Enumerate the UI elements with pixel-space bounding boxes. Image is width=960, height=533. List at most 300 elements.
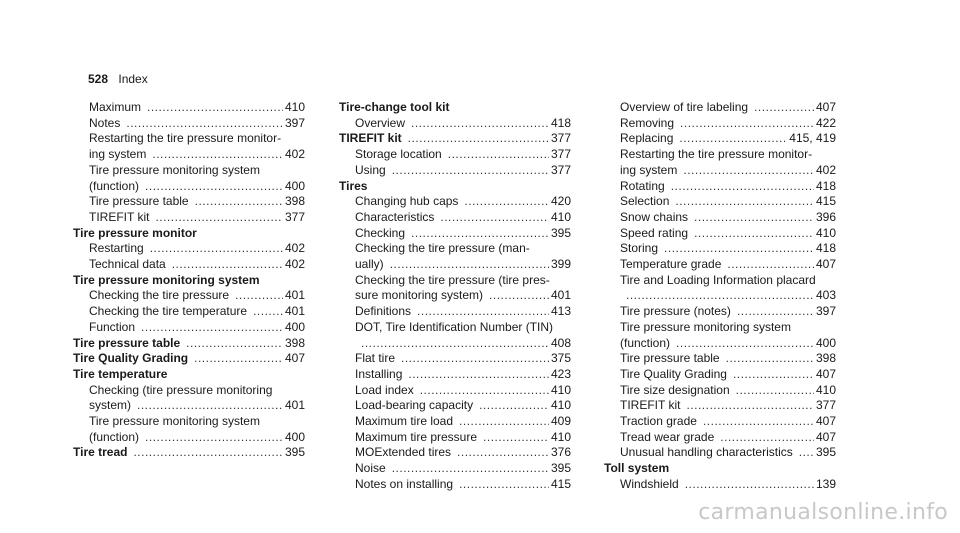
entry-text: Traction grade <box>620 414 697 429</box>
entry-text: Tire pressure (notes) <box>620 304 731 319</box>
entry-line: Tires <box>339 178 368 193</box>
page-reference: 407 <box>815 366 836 381</box>
page-reference: 401 <box>284 288 305 303</box>
entry-text: Characteristics <box>355 209 435 224</box>
entry-text: Tire Quality Grading <box>620 366 727 381</box>
entry-line <box>89 100 305 116</box>
index-subentry <box>73 210 305 226</box>
page-reference: 410 <box>550 382 571 397</box>
entry-line <box>89 179 305 195</box>
entry-line <box>89 398 305 414</box>
page-reference: 376 <box>550 445 571 460</box>
entry-text: Speed rating <box>620 225 689 240</box>
entry-line <box>620 257 836 273</box>
dot-leader <box>799 445 814 461</box>
dot-leader <box>253 304 283 320</box>
index-heading <box>339 131 571 147</box>
index-heading <box>339 100 571 116</box>
entry-line: Checking the tire pressure (tire pres- <box>355 272 550 287</box>
index-heading <box>73 351 305 367</box>
page-number: 528 <box>88 72 109 86</box>
page-reference: 403 <box>815 288 836 303</box>
index-subentry <box>73 414 305 445</box>
index-subentry <box>339 226 571 242</box>
entry-line <box>355 304 571 320</box>
index-subentry <box>604 477 836 493</box>
entry-line <box>355 351 571 367</box>
entry-text: Technical data <box>89 257 166 272</box>
index-heading <box>73 367 305 383</box>
page-reference: 410 <box>284 100 305 114</box>
dot-leader <box>147 100 283 116</box>
entry-line <box>620 210 836 226</box>
dot-leader <box>754 100 814 116</box>
watermark: carmanualsonline.info <box>698 500 948 525</box>
entry-text: Tire pressure table <box>73 335 181 350</box>
dot-leader <box>726 351 814 367</box>
entry-text: TIREFIT kit <box>89 209 150 224</box>
index-subentry <box>604 351 836 367</box>
entry-line <box>355 477 571 493</box>
dot-leader <box>440 210 549 226</box>
dot-leader <box>152 147 283 163</box>
entry-line <box>620 131 836 147</box>
index-heading <box>73 445 305 461</box>
entry-line <box>355 194 571 210</box>
entry-text: Notes on installing <box>355 476 454 491</box>
index-subentry <box>604 320 836 351</box>
entry-line <box>355 398 571 414</box>
page-reference: 401 <box>284 304 305 319</box>
entry-line <box>89 116 305 132</box>
dot-leader <box>361 336 549 352</box>
index-subentry <box>73 100 305 116</box>
entry-line <box>620 383 836 399</box>
entry-text: (function) <box>89 429 140 444</box>
entry-line <box>620 194 836 210</box>
index-subentry <box>339 477 571 493</box>
page-reference: 410 <box>550 209 571 224</box>
entry-line <box>620 414 836 430</box>
entry-line: Tire temperature <box>73 366 168 381</box>
entry-text: Temperature grade <box>620 257 722 272</box>
page-reference: 395 <box>815 445 836 460</box>
dot-leader <box>150 241 283 257</box>
dot-leader <box>408 367 549 383</box>
page-reference: 410 <box>550 429 571 444</box>
index-heading <box>73 336 305 352</box>
entry-line <box>73 351 305 367</box>
page-reference: 397 <box>284 115 305 130</box>
dot-leader <box>464 194 549 210</box>
dot-leader <box>126 116 283 132</box>
page-reference: 402 <box>284 257 305 272</box>
index-subentry <box>339 304 571 320</box>
page-header <box>88 72 148 86</box>
entry-text: Load index <box>355 382 414 397</box>
entry-text: Maximum tire load <box>355 414 454 429</box>
index-subentry <box>339 116 571 132</box>
dot-leader <box>727 257 814 273</box>
dot-leader <box>155 210 283 226</box>
dot-leader <box>679 131 787 147</box>
entry-text: Noise <box>355 461 386 476</box>
index-subentry <box>73 241 305 257</box>
index-column-1 <box>73 100 305 461</box>
index-subentry <box>604 257 836 273</box>
entry-line <box>89 241 305 257</box>
dot-leader <box>683 163 814 179</box>
entry-line <box>620 304 836 320</box>
page-reference: 399 <box>550 257 571 272</box>
entry-line <box>355 210 571 226</box>
dot-leader <box>133 445 283 461</box>
page-reference: 415 <box>550 476 571 491</box>
index-subentry <box>339 320 571 351</box>
entry-line <box>355 336 571 352</box>
index-subentry <box>604 414 836 430</box>
page-reference: 400 <box>284 429 305 444</box>
index-heading <box>604 461 836 477</box>
page-reference: 423 <box>550 366 571 381</box>
entry-line <box>339 131 571 147</box>
entry-line <box>89 257 305 273</box>
page-reference: 407 <box>815 100 836 114</box>
index-column-3 <box>604 100 836 493</box>
entry-text: Tire pressure table <box>89 194 189 209</box>
dot-leader <box>489 288 549 304</box>
index-subentry <box>339 210 571 226</box>
entry-line <box>89 304 305 320</box>
entry-text: Snow chains <box>620 209 689 224</box>
index-subentry <box>339 273 571 304</box>
page-reference: 400 <box>284 319 305 334</box>
dot-leader <box>671 179 814 195</box>
dot-leader <box>686 398 814 414</box>
page-reference: 377 <box>284 209 305 224</box>
index-heading <box>339 179 571 195</box>
index-heading <box>73 226 305 242</box>
dot-leader <box>145 430 283 446</box>
index-subentry <box>339 194 571 210</box>
index-subentry <box>339 461 571 477</box>
index-subentry <box>73 288 305 304</box>
entry-line: Tire and Loading Information placard <box>620 272 816 287</box>
page-reference: 407 <box>815 429 836 444</box>
entry-line <box>355 226 571 242</box>
entry-text: Rotating <box>620 178 665 193</box>
page-reference: 409 <box>550 414 571 429</box>
entry-text: Tire Quality Grading <box>73 351 189 366</box>
entry-text: (function) <box>89 178 140 193</box>
entry-text: Overview of tire labeling <box>620 100 749 114</box>
index-column-2 <box>339 100 571 493</box>
page-reference: 418 <box>815 241 836 256</box>
entry-line <box>620 288 836 304</box>
dot-leader <box>703 414 814 430</box>
dot-leader <box>483 430 549 446</box>
entry-text: Definitions <box>355 304 412 319</box>
entry-line <box>89 194 305 210</box>
entry-text: sure monitoring system) <box>355 288 484 303</box>
entry-line <box>355 116 571 132</box>
entry-line: Tire pressure monitoring system <box>73 272 260 287</box>
page-reference: 377 <box>550 147 571 162</box>
index-subentry <box>339 398 571 414</box>
dot-leader <box>195 194 283 210</box>
index-subentry <box>604 430 836 446</box>
entry-text: Storage location <box>355 147 442 162</box>
entry-line <box>620 179 836 195</box>
index-subentry <box>604 100 836 116</box>
page-reference: 375 <box>550 351 571 366</box>
dot-leader <box>392 461 549 477</box>
entry-line <box>620 351 836 367</box>
entry-text: Checking the tire pressure <box>89 288 230 303</box>
page-reference: 377 <box>550 131 571 146</box>
index-subentry <box>73 320 305 336</box>
page-reference: 396 <box>815 209 836 224</box>
index-subentry <box>604 226 836 242</box>
entry-text: Load-bearing capacity <box>355 398 474 413</box>
dot-leader <box>392 163 549 179</box>
dot-leader <box>685 477 814 493</box>
dot-leader <box>172 257 283 273</box>
entry-line <box>355 367 571 383</box>
entry-text: TIREFIT kit <box>339 131 402 146</box>
index-subentry <box>339 241 571 272</box>
page-reference: 402 <box>284 241 305 256</box>
dot-leader <box>675 194 814 210</box>
entry-line <box>89 320 305 336</box>
entry-text: ually) <box>355 257 384 272</box>
index-subentry <box>73 257 305 273</box>
entry-line <box>620 100 836 116</box>
entry-line <box>620 367 836 383</box>
index-heading <box>73 273 305 289</box>
entry-line <box>355 461 571 477</box>
entry-text: ing system <box>89 147 147 162</box>
index-subentry <box>339 351 571 367</box>
index-subentry <box>604 383 836 399</box>
page-reference: 395 <box>550 461 571 476</box>
entry-text: system) <box>89 398 131 413</box>
page-reference: 398 <box>284 335 305 350</box>
dot-leader <box>411 116 549 132</box>
entry-text: Storing <box>620 241 659 256</box>
dot-leader <box>720 430 814 446</box>
dot-leader <box>194 351 283 367</box>
index-subentry <box>339 163 571 179</box>
entry-line <box>355 163 571 179</box>
dot-leader <box>680 116 814 132</box>
page-reference: 400 <box>815 335 836 350</box>
entry-line: Tire-change tool kit <box>339 100 450 114</box>
entry-text: TIREFIT kit <box>620 398 681 413</box>
index-subentry <box>73 163 305 194</box>
entry-line <box>355 445 571 461</box>
dot-leader <box>737 304 814 320</box>
index-subentry <box>339 414 571 430</box>
entry-line <box>73 445 305 461</box>
page-reference: 377 <box>815 398 836 413</box>
entry-text: MOExtended tires <box>355 445 452 460</box>
entry-line <box>89 288 305 304</box>
entry-line <box>355 257 571 273</box>
entry-text: Selection <box>620 194 670 209</box>
index-subentry <box>604 445 836 461</box>
dot-leader <box>137 398 283 414</box>
section-title: Index <box>118 72 148 86</box>
page-reference: 398 <box>284 194 305 209</box>
entry-line: Checking the tire pressure (man- <box>355 241 530 256</box>
index-subentry <box>604 194 836 210</box>
page-reference: 397 <box>815 304 836 319</box>
dot-leader <box>448 147 549 163</box>
entry-line <box>620 336 836 352</box>
index-subentry <box>604 273 836 304</box>
entry-line <box>73 336 305 352</box>
entry-text: Tire size designation <box>620 382 730 397</box>
entry-text: Tire tread <box>73 445 128 460</box>
entry-line <box>620 241 836 257</box>
page-reference: 377 <box>550 162 571 177</box>
entry-line <box>89 210 305 226</box>
entry-text: Changing hub caps <box>355 194 459 209</box>
entry-text: Restarting <box>89 241 144 256</box>
dot-leader <box>401 351 549 367</box>
entry-line <box>89 147 305 163</box>
page-reference: 402 <box>815 162 836 177</box>
entry-line <box>620 398 836 414</box>
index-subentry <box>604 367 836 383</box>
page-reference: 408 <box>550 335 571 350</box>
entry-text: Checking <box>355 225 406 240</box>
entry-text: Notes <box>89 115 121 130</box>
index-subentry <box>73 383 305 414</box>
index-subentry <box>604 116 836 132</box>
dot-leader <box>457 445 549 461</box>
entry-text: Overview <box>355 115 406 130</box>
page-reference: 400 <box>284 178 305 193</box>
dot-leader <box>664 241 814 257</box>
index-subentry <box>604 304 836 320</box>
entry-line: Tire pressure monitor <box>73 225 197 240</box>
entry-text: Maximum <box>89 100 142 114</box>
index-subentry <box>604 179 836 195</box>
index-subentry <box>604 131 836 147</box>
dot-leader <box>736 383 814 399</box>
entry-line: Tire pressure monitoring system <box>89 414 260 429</box>
dot-leader <box>694 210 814 226</box>
page-reference: 395 <box>550 225 571 240</box>
page-reference: 422 <box>815 115 836 130</box>
page-reference: 410 <box>815 225 836 240</box>
entry-line: Restarting the tire pressure monitor- <box>89 131 282 146</box>
entry-text: Windshield <box>620 476 679 491</box>
page-reference: 413 <box>550 304 571 319</box>
entry-text: Tread wear grade <box>620 429 715 444</box>
page-reference: 398 <box>815 351 836 366</box>
dot-leader <box>733 367 814 383</box>
dot-leader <box>186 336 283 352</box>
page-reference: 420 <box>550 194 571 209</box>
index-subentry <box>339 430 571 446</box>
index-subentry <box>604 241 836 257</box>
entry-text: Checking the tire temperature <box>89 304 248 319</box>
entry-line <box>355 288 571 304</box>
page-reference: 401 <box>284 398 305 413</box>
entry-line <box>620 116 836 132</box>
page-reference: 415, 419 <box>789 131 836 146</box>
dot-leader <box>694 226 814 242</box>
dot-leader <box>145 179 283 195</box>
index-subentry <box>604 398 836 414</box>
index-subentry <box>339 445 571 461</box>
entry-text: (function) <box>620 335 671 350</box>
entry-line: Toll system <box>604 461 670 476</box>
page-reference: 410 <box>550 398 571 413</box>
entry-line: Checking (tire pressure monitoring <box>89 382 273 397</box>
index-subentry <box>73 194 305 210</box>
dot-leader <box>235 288 283 304</box>
index-subentry <box>73 116 305 132</box>
dot-leader <box>141 320 283 336</box>
entry-line <box>620 163 836 179</box>
entry-line: DOT, Tire Identification Number (TIN) <box>355 319 554 334</box>
entry-text: ing system <box>620 162 678 177</box>
entry-line <box>355 147 571 163</box>
entry-line <box>355 383 571 399</box>
entry-line <box>355 414 571 430</box>
entry-text: Installing <box>355 366 403 381</box>
entry-text: Replacing <box>620 131 674 146</box>
dot-leader <box>411 226 549 242</box>
page-reference: 395 <box>284 445 305 460</box>
entry-line <box>355 430 571 446</box>
dot-leader <box>626 288 814 304</box>
index-subentry <box>339 147 571 163</box>
page-reference: 407 <box>815 414 836 429</box>
entry-line: Tire pressure monitoring system <box>89 162 260 177</box>
page-reference: 401 <box>550 288 571 303</box>
page-reference: 418 <box>815 178 836 193</box>
index-subentry <box>73 131 305 162</box>
index-subentry <box>339 383 571 399</box>
index-subentry <box>73 304 305 320</box>
dot-leader <box>459 414 549 430</box>
dot-leader <box>390 257 549 273</box>
page-reference: 407 <box>815 257 836 272</box>
entry-text: Function <box>89 319 136 334</box>
dot-leader <box>417 304 549 320</box>
entry-line: Restarting the tire pressure monitor- <box>620 147 813 162</box>
entry-text: Tire pressure table <box>620 351 720 366</box>
page-reference: 410 <box>815 382 836 397</box>
page-reference: 418 <box>550 115 571 130</box>
dot-leader <box>408 131 549 147</box>
page-reference: 402 <box>284 147 305 162</box>
dot-leader <box>459 477 549 493</box>
entry-text: Unusual handling characteristics <box>620 445 793 460</box>
entry-text: Flat tire <box>355 351 396 366</box>
entry-line <box>620 445 836 461</box>
dot-leader <box>479 398 549 414</box>
entry-text: Removing <box>620 115 675 130</box>
entry-line <box>620 226 836 242</box>
entry-line: Tire pressure monitoring system <box>620 319 791 334</box>
entry-line <box>89 430 305 446</box>
